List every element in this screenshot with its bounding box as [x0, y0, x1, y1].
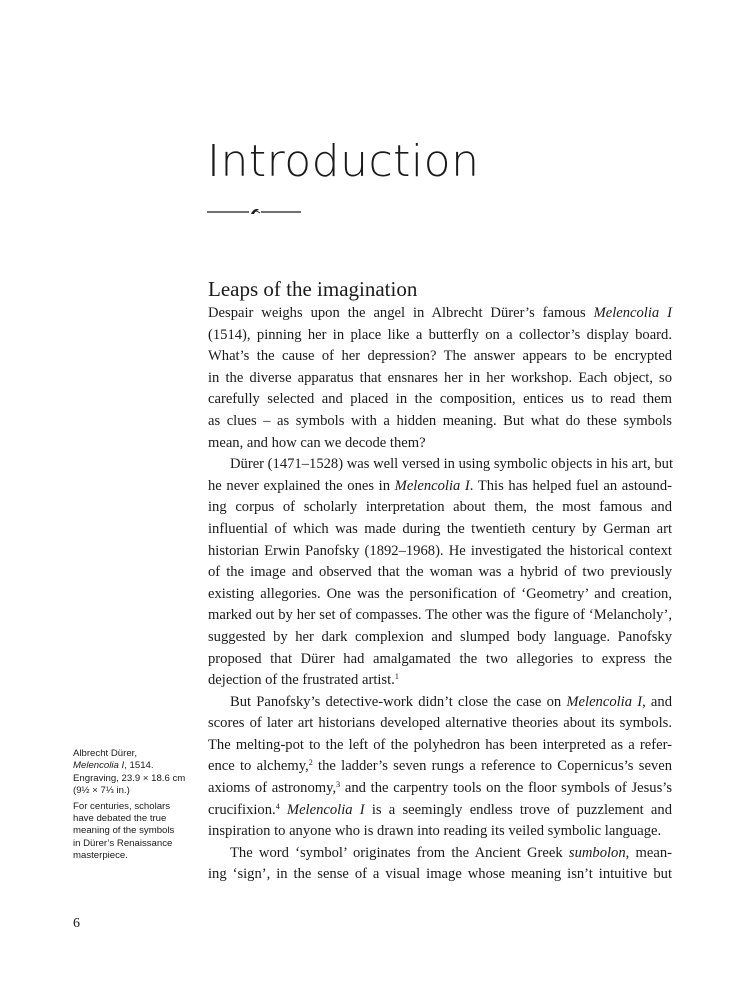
text-line: inspiration to anyone who is drawn into reading its veiled symbolic language. — [208, 823, 662, 840]
paragraph-1 — [208, 303, 672, 454]
caption-medium: Engraving, 23.9 × 18.6 cm — [73, 772, 186, 784]
text-line: existing allegories. One was the personification of ‘Geometry’ and creation, — [208, 585, 672, 602]
caption-note-line: meaning of the symbols — [73, 825, 175, 837]
caption-artist: Albrecht Dürer, — [73, 748, 137, 759]
text-line: suggested by her dark complexion and slumped body language. Panofsky — [208, 628, 672, 645]
text-line: mean, and how can we decode them? — [208, 434, 426, 451]
caption-note-line: have debated the true — [73, 813, 167, 825]
footnote-ref: 2 — [308, 758, 313, 768]
text-line: carefully selected and placed in the composition, entices us to read them — [208, 391, 672, 408]
text-line: What’s the cause of her depression? The answer appears to be encrypted — [208, 348, 672, 365]
footnote-ref: 4 — [275, 801, 280, 811]
footnote-ref: 3 — [336, 780, 341, 790]
text-line: as clues – as symbols with a hidden meaning. But what do these symbols — [208, 412, 672, 429]
text-line: crucifixion.$^4$ Melencolia I is a seemingly endless trove of puzzlement and — [208, 801, 672, 818]
text-line: he never explained the ones in Melencolia I. This has helped fuel an astound- — [208, 477, 673, 494]
text-line: (1514), pinning her in place like a butterfly on a collector’s display board. — [208, 326, 672, 343]
caption-note-line: in Dürer’s Renaissance — [73, 837, 173, 849]
text-line: historian Erwin Panofsky (1892–1968). He investigated the historical context — [208, 542, 672, 559]
text-line: marked out by her set of compasses. The other was the figure of ‘Melancholy’, — [208, 607, 672, 624]
text-line: The melting-pot to the left of the polyhedron has been interpreted as a refer- — [208, 736, 672, 753]
text-line: The word ‘symbol’ originates from the Ancient Greek sumbolon, mean- — [230, 844, 672, 861]
caption-title: Melencolia I — [73, 760, 125, 772]
text-line: But Panofsky’s detective-work didn’t close the case on Melencolia I, and — [230, 693, 672, 710]
caption-title-line — [73, 760, 191, 772]
footnote-ref: 1 — [394, 672, 399, 682]
image-caption — [73, 748, 191, 863]
caption-dimensions: (9½ × 7⅓ in.) — [73, 785, 130, 797]
page-number: 6 — [73, 916, 80, 931]
text-line: of the image and observed that the woman was a hybrid of two previously — [208, 564, 672, 581]
text-line: in the diverse apparatus that ensnares her in her workshop. Each object, so — [208, 369, 672, 386]
paragraph-4 — [208, 843, 672, 886]
text-line: scores of later art historians developed alternative theories about its symbols. — [208, 715, 672, 732]
text-line: ence to alchemy,$^2$ the ladder’s seven rungs a reference to Copernicus’s seven — [208, 758, 672, 775]
text-line: Dürer (1471–1528) was well versed in using symbolic objects in his art, but — [230, 456, 674, 473]
text-line: axioms of astronomy,$^3$ and the carpentry tools on the floor symbols of Jesus’s — [208, 780, 673, 797]
paragraph-2 — [208, 454, 672, 692]
text-line: Despair weighs upon the angel in Albrecht Dürer’s famous Melencolia I — [208, 305, 672, 321]
body-text — [208, 303, 672, 886]
text-line: ing corpus of scholarly interpretation about them, the most famous and — [208, 499, 672, 516]
rule-ornament-icon — [207, 206, 301, 216]
caption-note-line: For centuries, scholars — [73, 800, 171, 812]
paragraph-3 — [208, 692, 672, 843]
text-line: dejection of the frustrated artist.$^1$ — [208, 672, 399, 689]
caption-year: , 1514. — [124, 760, 154, 772]
section-heading: Leaps of the imagination — [208, 277, 418, 301]
text-line: influential of which was made during the twentieth century by German art — [208, 520, 672, 537]
text-line: proposed that Dürer had amalgamated the two allegories to express the — [208, 650, 672, 667]
caption-note-line: masterpiece. — [73, 850, 128, 862]
chapter-title: Introduction — [207, 136, 480, 187]
text-line: ing ‘sign’, in the sense of a visual image whose meaning isn’t intuitive but — [208, 866, 672, 883]
